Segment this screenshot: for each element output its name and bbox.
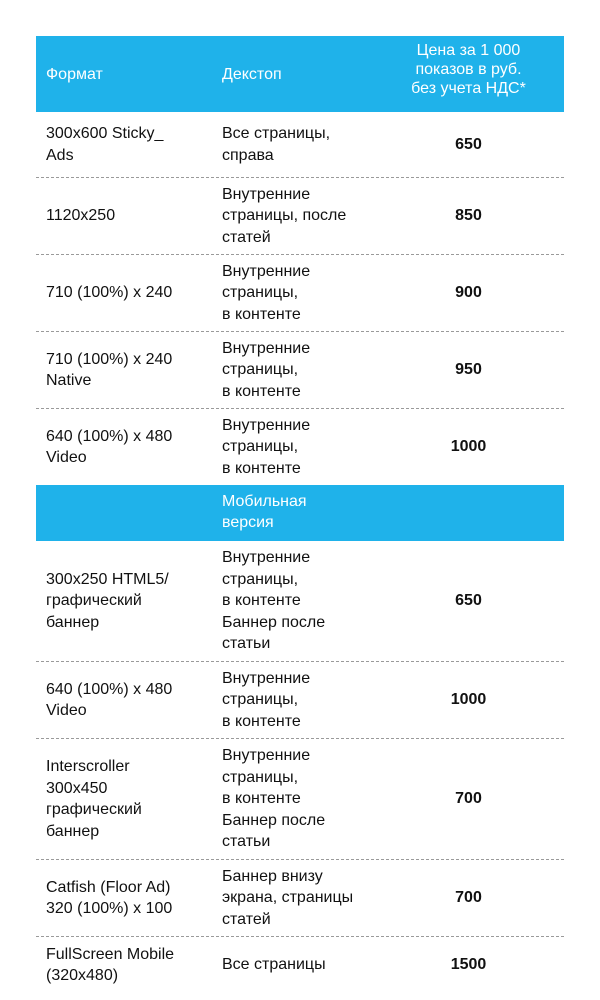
row-placement: Все страницы (222, 956, 326, 974)
row-format: 640 (100%) x 480 Video (46, 427, 173, 466)
table-row (36, 332, 564, 409)
row-placement: Внутренние страницы, в контенте Баннер после статьи (222, 549, 326, 653)
table-row (36, 662, 564, 739)
row-price: 700 (455, 790, 482, 808)
row-price: 950 (455, 361, 482, 379)
row-format: 710 (100%) x 240 Native (46, 350, 173, 389)
row-format: 710 (100%) x 240 (46, 284, 173, 302)
table-row (36, 112, 564, 178)
table-header (36, 36, 564, 112)
table-row (36, 937, 564, 993)
table-row (36, 739, 564, 860)
row-format: FullScreen Mobile (320x480) (46, 945, 175, 984)
header-price: Цена за 1 000 показов в руб. без учета НДС* (411, 42, 526, 97)
row-price: 650 (455, 592, 482, 610)
row-price: 850 (455, 207, 482, 225)
row-placement: Внутренние страницы, в контенте (222, 669, 311, 730)
header-desktop: Декстоп (222, 66, 282, 83)
row-price: 650 (455, 135, 482, 153)
row-placement: Все страницы, справа (222, 125, 331, 164)
table-row (36, 255, 564, 332)
table-row (36, 541, 564, 662)
table-row (36, 860, 564, 937)
row-price: 1000 (450, 691, 487, 709)
row-format: Catfish (Floor Ad) 320 (100%) x 100 (46, 878, 173, 917)
row-format: 640 (100%) x 480 Video (46, 680, 173, 719)
row-placement: Внутренние страницы, в контенте (222, 339, 311, 400)
row-placement: Внутренние страницы, после статей (222, 185, 347, 246)
row-placement: Баннер внизу экрана, страницы статей (222, 867, 354, 928)
header-format: Формат (46, 66, 103, 83)
row-format: Interscroller 300x450 графический баннер (46, 758, 142, 840)
table-row (36, 178, 564, 255)
row-format: 300x250 HTML5/ графический баннер (46, 570, 169, 631)
mobile-section-title: Мобильная версия (222, 493, 307, 531)
price-table (36, 36, 564, 993)
row-placement: Внутренние страницы, в контенте (222, 262, 311, 323)
row-format: 1120x250 (46, 207, 116, 225)
row-placement: Внутренние страницы, в контенте Баннер после статьи (222, 747, 326, 851)
row-format: 300x600 Sticky_ Ads (46, 125, 164, 164)
mobile-section-header (36, 485, 564, 541)
row-price: 1000 (450, 438, 487, 456)
table-row (36, 409, 564, 485)
row-placement: Внутренние страницы, в контенте (222, 416, 311, 477)
row-price: 1500 (450, 956, 487, 974)
row-price: 900 (455, 284, 482, 302)
row-price: 700 (455, 889, 482, 907)
